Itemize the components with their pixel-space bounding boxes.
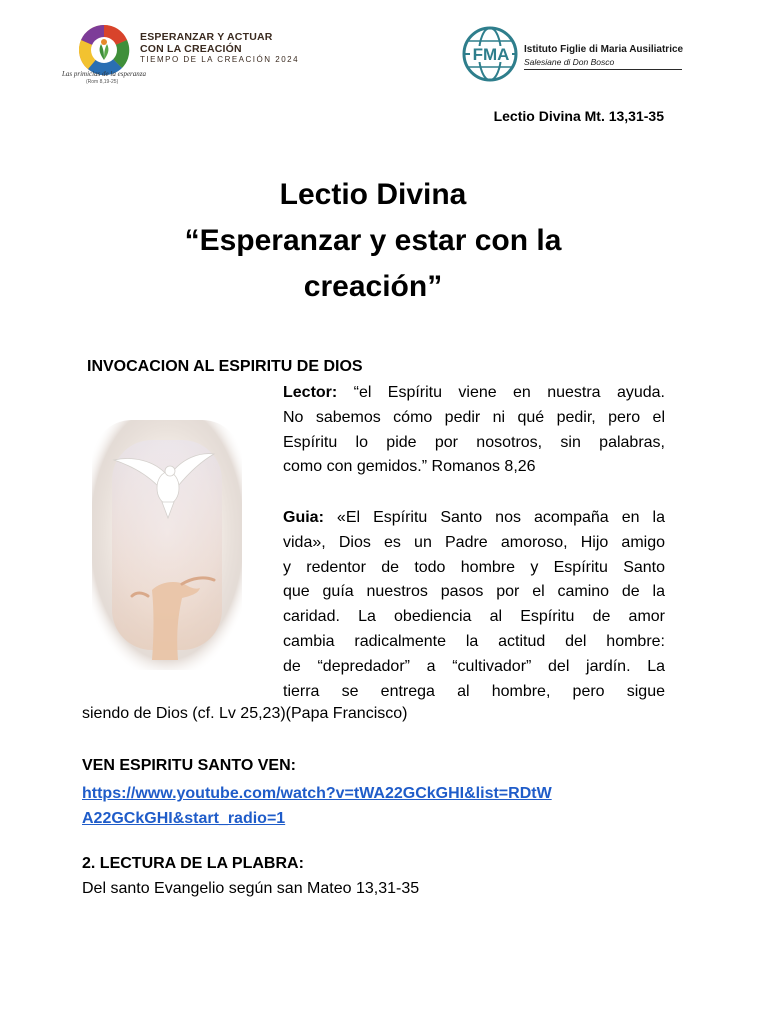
logo-motto: Las primicias de la esperanza [62,70,146,78]
section-heading-song: VEN ESPIRITU SANTO VEN: [82,757,296,774]
page-title [100,172,646,310]
institute-subtitle: Salesiane di Don Bosco [524,57,615,67]
guia-line-6: cambia radicalmente la actitud del hombre: [283,632,665,650]
season-of-creation-emblem-icon [78,24,130,76]
document-reference: Lectio Divina Mt. 13,31-35 [493,108,664,124]
lector-line-4: como con gemidos.” Romanos 8,26 [283,458,536,476]
guia-paragraph [283,506,665,704]
guia-line-2: vida», Dios es un Padre amoroso, Hijo amigo [283,533,665,551]
youtube-song-link[interactable] [82,782,552,831]
logo-title-line1: ESPERANZAR Y ACTUAR [140,31,273,43]
logo-title-line2: CON LA CREACIÓN [140,43,242,55]
lector-line-1: Lector: “el Espíritu viene en nuestra ayuda. [283,384,665,401]
section-heading-reading: 2. LECTURA DE LA PLABRA: [82,855,304,872]
institute-name: Istituto Figlie di Maria Ausiliatrice [524,44,684,55]
fma-globe-icon [462,26,520,82]
dove-and-hands-image [92,420,242,670]
guia-label: Guia: [283,509,324,526]
guia-line-8: tierra se entrega al hombre, pero sigue [283,682,665,700]
lector-paragraph [283,381,665,480]
fma-initials: FMA [472,45,510,64]
lector-label: Lector: [283,384,338,401]
link-line-1: https://www.youtube.com/watch?v=tWA22GCkGHI&list=RDtW [82,785,552,802]
season-of-creation-logo [62,24,300,86]
guia-line-7: de “depredador” a “cultivador” del jardín. La [283,657,665,675]
reading-reference: Del santo Evangelio según san Mateo 13,31-35 [82,880,420,897]
section-heading-invocation: INVOCACION AL ESPIRITU DE DIOS [87,358,363,375]
lector-line-3: Espíritu lo pide por nosotros, sin palabras, [283,433,665,451]
guia-line-4: que guía nuestros pasos por el camino de la [283,583,665,601]
guia-line-9: siendo de Dios (cf. Lv 25,23)(Papa Francisco) [82,705,408,722]
guia-line-1: Guia: «El Espíritu Santo nos acompaña en la [283,509,665,526]
guia-line-3: y redentor de todo hombre y Espíritu Santo [283,558,665,576]
title-line2: “Esperanzar y estar con la [184,224,562,257]
title-line3: creación” [303,270,443,303]
logo-motto-reference: (Rom 8,19-25) [86,79,119,85]
logo-title-line3: TIEMPO DE LA CREACIÓN 2024 [140,55,300,64]
logo-underline [524,69,682,70]
fma-logo [462,26,684,82]
lector-line-2: No sabemos cómo pedir ni qué pedir, pero el [283,408,665,426]
guia-line-5: caridad. La obediencia al Espíritu de amor [283,608,665,626]
title-line1: Lectio Divina [279,178,467,211]
link-line-2: A22GCkGHI&start_radio=1 [82,809,286,827]
